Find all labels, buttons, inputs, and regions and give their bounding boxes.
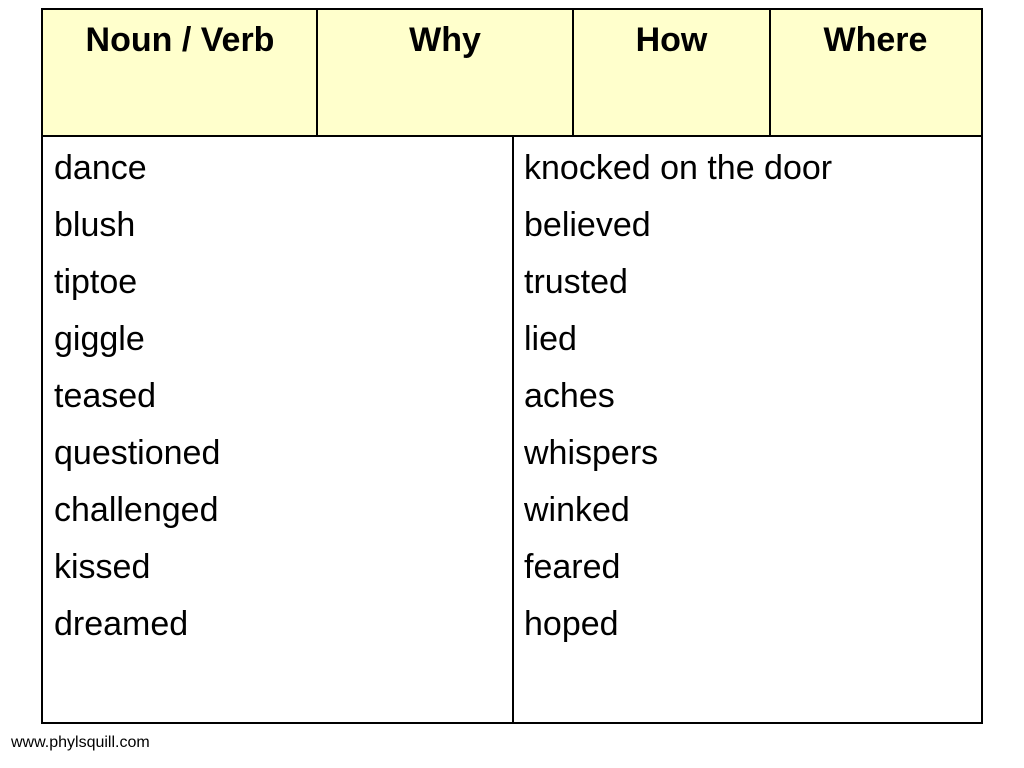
list-item: dance — [54, 149, 147, 187]
header-divider — [572, 10, 574, 135]
list-item: dreamed — [54, 605, 189, 643]
list-item: giggle — [54, 320, 145, 358]
header-divider — [769, 10, 771, 135]
word-table — [41, 8, 983, 724]
header-divider — [316, 10, 318, 135]
list-item: whispers — [524, 434, 659, 472]
list-item: trusted — [524, 263, 628, 301]
header-why: Why — [409, 21, 481, 59]
left-word-list — [54, 137, 512, 653]
list-item: questioned — [54, 434, 221, 472]
list-item: lied — [524, 320, 577, 358]
list-item: hoped — [524, 605, 619, 643]
header-how: How — [635, 21, 708, 59]
list-item: tiptoe — [54, 263, 138, 301]
header-noun-verb: Noun / Verb — [85, 21, 275, 59]
header-where: Where — [823, 21, 928, 59]
list-item: teased — [54, 377, 157, 415]
list-item: winked — [524, 491, 630, 529]
list-item: challenged — [54, 491, 219, 529]
list-item: kissed — [54, 548, 151, 586]
right-word-list — [524, 137, 981, 653]
list-item: aches — [524, 377, 615, 415]
footer-website-url: www.phylsquill.com — [11, 734, 150, 751]
list-item: knocked on the door — [524, 149, 833, 187]
list-item: believed — [524, 206, 651, 244]
table-header-row — [43, 10, 981, 137]
list-item: feared — [524, 548, 621, 586]
list-item: blush — [54, 206, 136, 244]
right-word-column — [514, 137, 981, 653]
left-word-column — [43, 137, 512, 653]
